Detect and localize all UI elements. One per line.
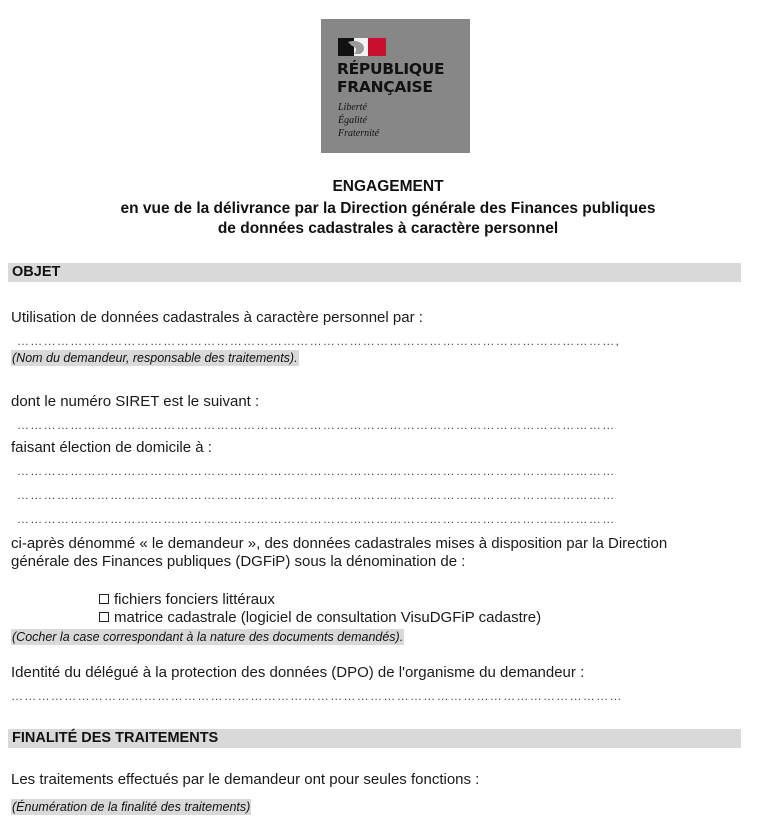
option-fichiers-fonciers[interactable] — [99, 591, 275, 609]
republique-francaise-logo — [321, 19, 470, 153]
finalite-note: (Énumération de la finalité des traitements) — [12, 800, 251, 814]
siret-label: dont le numéro SIRET est le suivant : — [11, 393, 260, 410]
checkbox-icon[interactable] — [99, 594, 109, 604]
option-label: matrice cadastrale (logiciel de consultation VisuDGFiP cadastre) — [114, 609, 542, 626]
logo-wordmark: RÉPUBLIQUE FRANÇAISE — [337, 60, 445, 96]
domicile-field-line3[interactable]: ……………………………………………………………………………………………………………………… — [17, 512, 616, 526]
domicile-field-line1[interactable]: ……………………………………………………………………………………………………………………… — [17, 464, 616, 478]
dpo-field[interactable]: ………………………………………………………………………………………………………………………… — [11, 689, 623, 703]
demandeur-paragraph-line1: ci-après dénommé « le demandeur », des données cadastrales mises à disposition par la Direction — [11, 535, 668, 552]
logo-motto: Liberté Égalité Fraternité — [338, 102, 380, 139]
document-subtitle-line1: en vue de la délivrance par la Direction générale des Finances publiques — [120, 200, 656, 217]
section-header-finalite: FINALITÉ DES TRAITEMENTS — [8, 729, 741, 748]
option-matrice-cadastrale[interactable] — [99, 609, 541, 627]
document-title: ENGAGEMENT — [332, 178, 444, 195]
applicant-name-note: (Nom du demandeur, responsable des traitements). — [12, 351, 298, 365]
checkbox-icon[interactable] — [99, 612, 109, 622]
domicile-field-line2[interactable]: ……………………………………………………………………………………………………………………… — [17, 488, 616, 502]
dpo-label: Identité du délégué à la protection des données (DPO) de l'organisme du demandeur : — [11, 664, 585, 681]
domicile-label: faisant élection de domicile à : — [11, 439, 212, 456]
finalite-intro: Les traitements effectués par le demandeur ont pour seules fonctions : — [11, 771, 480, 788]
demandeur-paragraph-line2: générale des Finances publiques (DGFiP) sous la dénomination de : — [11, 553, 466, 570]
applicant-name-field[interactable]: ………………………………………………………………………………………………………………………, — [17, 334, 621, 348]
utilisation-label: Utilisation de données cadastrales à caractère personnel par : — [11, 309, 423, 326]
cocher-note: (Cocher la case correspondant à la nature des documents demandés). — [12, 630, 404, 644]
siret-field[interactable]: ……………………………………………………………………………………………………………………… — [17, 418, 616, 432]
option-label: fichiers fonciers littéraux — [114, 591, 275, 608]
marianne-flag-icon — [338, 38, 386, 56]
section-header-objet: OBJET — [8, 263, 741, 282]
document-subtitle-line2: de données cadastrales à caractère personnel — [217, 220, 559, 237]
